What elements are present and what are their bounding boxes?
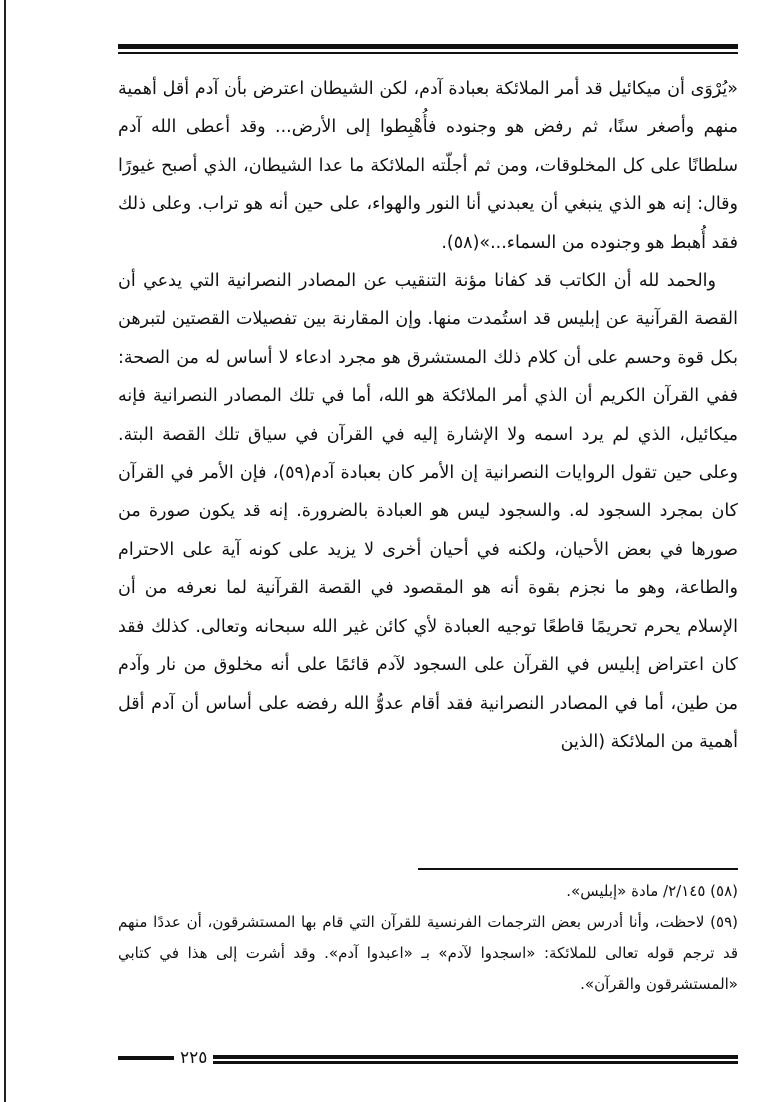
footnotes [118, 876, 738, 1000]
header-rule [118, 44, 738, 49]
footnote-separator [418, 868, 738, 870]
footer-rule-left [118, 1056, 174, 1060]
footnote-59: (٥٩) لاحظت، وأنا أدرس بعض الترجمات الفرنسية للقرآن التي قام بها المستشرقون، أن عددًا منهم قد ترجم قوله تعالى للملائكة: «اسجدوا لآدم» بـ «اعبدوا آدم». وقد أشرت إلى هذا في كتابي «المستشرقون والقرآن». [118, 913, 738, 993]
main-text [118, 70, 738, 761]
footer-rule-right [213, 1055, 738, 1061]
scan-edge-line [4, 0, 6, 1102]
page-number: ٢٢٥ [180, 1048, 208, 1068]
footnote-58: (٥٨) ٢/١٤٥/ مادة «إبليس». [566, 882, 738, 900]
paragraph-main: والحمد لله أن الكاتب قد كفانا مؤنة التنقيب عن المصادر النصرانية التي يدعي أن القصة القرآنية عن إبليس قد استُمدت منها. وإن المقارنة بين تفصيلات القصتين لتبرهن بكل قوة وحسم على أن كلام ذلك المستشرق هو مجرد ادعاء لا أساس له من الصحة: ففي القرآن الكريم أن الذي أمر الملائكة هو الله، أما في تلك المصادر النصرانية فإنه ميكائيل، الذي لم يرد اسمه ولا الإشارة إليه في القرآن في سياق تلك القصة البتة. وعلى حين تقول الروايات النصرانية إن الأمر كان بعبادة آدم(٥٩)، فإن الأمر في القرآن كان بمجرد السجود له. والسجود ليس هو العبادة بالضرورة. إنه قد يكون صورة من صورها في بعض الأحيان، ولكنه في أحيان أخرى لا يزيد على كونه آية على الاحترام والطاعة، وهو ما نجزم بقوة أنه هو المقصود في القصة القرآنية لما نعرفه من أن الإسلام يحرم تحريمًا قاطعًا توجيه العبادة لأي كائن غير الله سبحانه وتعالى. كذلك فقد كان اعتراض إبليس في القرآن على السجود لآدم قائمًا على أنه مخلوق من نار وآدم من طين، أما في المصادر النصرانية فقد أقام عدوُّ الله رفضه على أساس أن آدم أقل أهمية من الملائكة (الذين [118, 271, 738, 752]
page-footer [118, 1046, 738, 1070]
header-rule-thin [118, 52, 738, 54]
paragraph-quote: «يُرْوَى أن ميكائيل قد أمر الملائكة بعبادة آدم، لكن الشيطان اعترض بأن آدم أقل أهمية منهم وأصغر سنًا، ثم رفض هو وجنوده فأُهْبِطوا إلى الأرض... وقد أعطى الله آدم سلطانًا على كل المخلوقات، ومن ثم أجلّته الملائكة ما عدا الشيطان، الذي أصبح غيورًا وقال: إنه هو الذي ينبغي أن يعبدني أنا النور والهواء، على حين أنه هو تراب. وعلى ذلك فقد أُهبط هو وجنوده من السماء...»(٥٨). [118, 79, 738, 253]
